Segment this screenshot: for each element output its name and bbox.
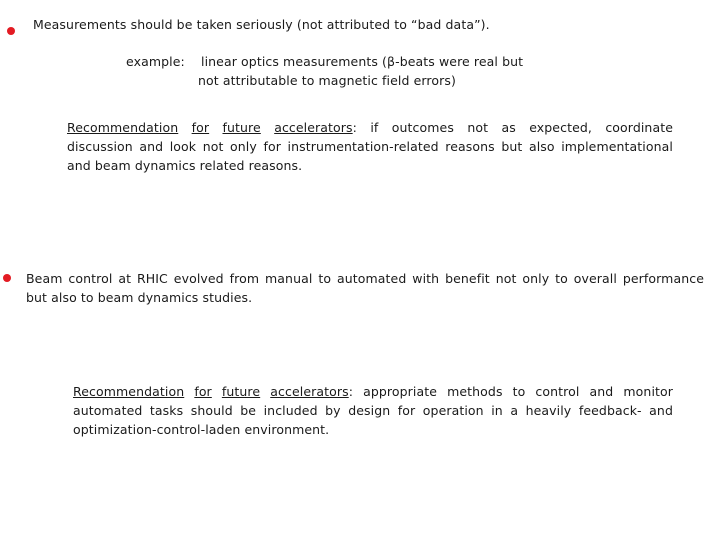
recommendation-2-line-3: optimization-control-laden environment. [73, 422, 330, 437]
rec-1-label-for: for [191, 120, 210, 135]
rec-1-label-recommendation: Recommendation [67, 120, 179, 135]
bullet-2-text-line-2: but also to beam dynamics studies. [26, 290, 253, 305]
rec-2-label-accelerators: accelerators [270, 384, 349, 399]
rec-2-label-for: for [194, 384, 212, 399]
rec-1-label-accelerators: accelerators [274, 120, 353, 135]
rec-2-text-line-1: appropriate methods to control and monitor [363, 384, 674, 399]
rec-2-label-recommendation: Recommendation [73, 384, 185, 399]
rec-1-label-future: future [222, 120, 261, 135]
bullet-marker-1 [7, 27, 15, 35]
example-line-2: not attributable to magnetic field errors) [198, 73, 456, 88]
recommendation-1-line-1 [67, 118, 673, 137]
rec-1-text-line-1: if outcomes not as expected, coordinate [370, 120, 673, 135]
recommendation-1-line-2: discussion and look not only for instrumentation-related reasons but also implementational [67, 139, 673, 154]
rec-2-label-future: future [221, 384, 261, 399]
recommendation-1-line-3: and beam dynamics related reasons. [67, 158, 303, 173]
recommendation-2-line-1 [73, 382, 673, 401]
rec-2-colon: : [348, 384, 354, 399]
rec-1-colon: : [352, 120, 357, 135]
recommendation-2-line-2: automated tasks should be included by design for operation in a heavily feedback- and [73, 403, 673, 418]
example-label: example: [126, 54, 185, 69]
bullet-2-text-line-1: Beam control at RHIC evolved from manual to automated with benefit not only to overall performance [26, 271, 704, 286]
example-line-1: linear optics measurements (β-beats were real but [201, 54, 524, 69]
bullet-1-text: Measurements should be taken seriously (not attributed to “bad data”). [33, 17, 490, 32]
bullet-marker-2 [3, 274, 11, 282]
